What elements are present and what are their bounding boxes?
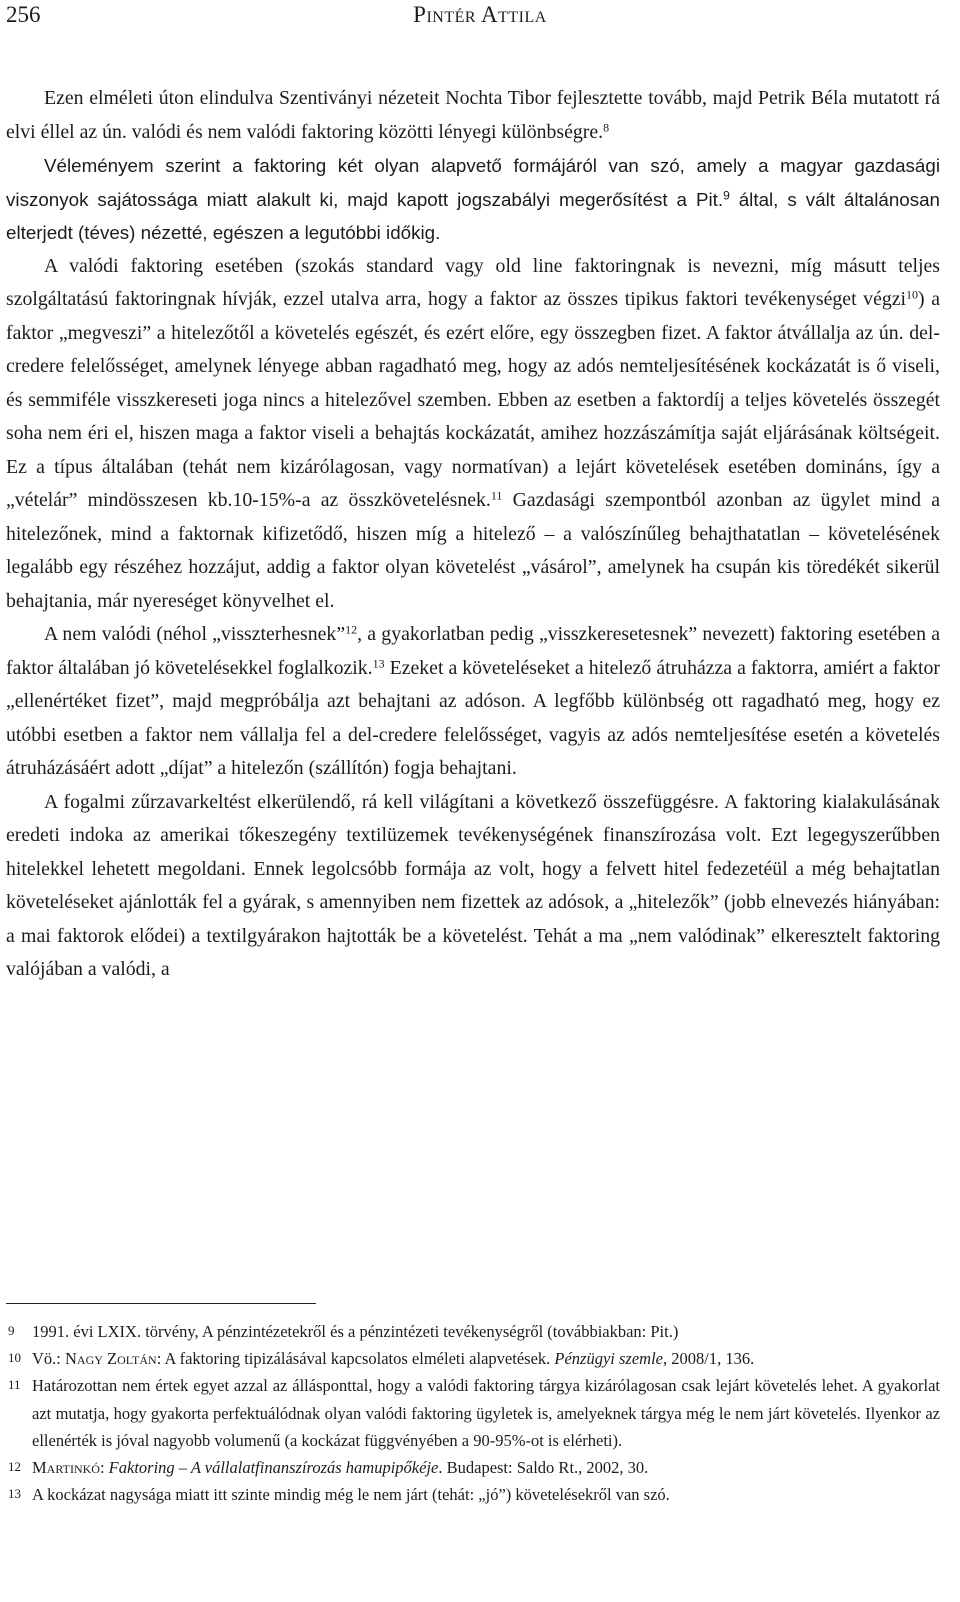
page-number: 256 (6, 2, 41, 27)
footnote-text (32, 1376, 940, 1449)
text-run: A fogalmi zűrzavarkeltést elkerülendő, rá kell világítani a következő összefüggésre. A faktoring kialakulásának eredeti indoka az amerikai tőkeszegény textilüzemek tevékenységének finanszírozása volt. Ezt legegyszerűbben hitelekkel lehetett megoldani. Ennek legolcsóbb formája az volt, hogy a felvett hitel fedezetéül a még behajtatlan követeléseket ajánlották fel a gyárak, s amennyiben nem fizettek az adósok, a „hitelezők” (jobb elnevezés hiányában: a mai faktorok elődei) a textilgyárakon hajtották be a követelést. Tehát a ma „nem valódinak” elkeresztelt faktoring valójában a valódi, a (6, 790, 940, 980)
italic-text: Faktoring – A vállalatfinanszírozás hamupipőkéje (108, 1458, 439, 1478)
text-run: Határozottan nem értek egyet azzal az állásponttal, hogy a valódi faktoring tárgya kizárólagosan csak lejárt követelés lehet. A gyakorlat azt mutatja, hogy gyakorta perfektuálódnak olyan valódi faktoring ügyletek is, amelyeknek tárgya még le nem járt követelés. Ilyenkor az ellenérték is jóval nagyobb volumenű (a kockázat függvényében a 90-95%-ot is elérheti). (32, 1376, 940, 1450)
footnotes (6, 1318, 940, 1508)
footnote-ref: 10 (906, 287, 919, 302)
text-run: : (99, 1458, 109, 1478)
text-run: Ezen elméleti úton elindulva Szentiványi nézeteit Nochta Tibor fejlesztette tovább, majd Petrik Béla mutatott rá elvi éllel az ún. valódi és nem valódi faktoring közötti lényegi különbségre. (6, 87, 940, 143)
footnote-number: 10 (8, 1350, 21, 1366)
footnote-ref: 9 (723, 187, 730, 202)
footnote-ref: 12 (345, 622, 358, 637)
footnote-number: 12 (8, 1459, 21, 1475)
footnote-separator (6, 1303, 316, 1304)
author-name: Martinkó (32, 1458, 100, 1478)
text-run: 2008/1, 136. (667, 1349, 755, 1369)
footnote (6, 1318, 940, 1345)
footnote (6, 1345, 940, 1372)
footnote-ref: 8 (603, 119, 610, 134)
footnote-text (32, 1322, 678, 1341)
footnote-text (32, 1349, 754, 1368)
footnote-number: 11 (8, 1377, 21, 1393)
text-run: : A faktoring tipizálásával kapcsolatos elméleti alapvetések. (156, 1349, 555, 1369)
text-run: 1991. évi LXIX. törvény, A pénzintézetekről és a pénzintézeti tevékenységről (továbbiakban: Pit.) (32, 1322, 679, 1341)
footnote-text (32, 1485, 670, 1504)
body-text (6, 82, 940, 987)
author-name: Nagy Zoltán (65, 1349, 157, 1369)
text-run: A kockázat nagysága miatt itt szinte mindig még le nem járt (tehát: „jó”) követelésekről van szó. (32, 1485, 670, 1505)
text-run: A valódi faktoring esetében (szokás standard vagy old line faktoringnak is nevezni, míg másutt teljes szolgáltatású faktoringnak hívják, ezzel utalva arra, hogy a faktor az összes tipikus faktori tevékenységet végzi (6, 254, 940, 310)
footnote (6, 1454, 940, 1481)
footnote (6, 1481, 940, 1508)
text-run: ) a faktor „megveszi” a hitelezőtől a követelés egészét, és ezért előre, egy összegben fizet. A faktor átvállalja az ún. delcredere felelősséget, amelynek lényege abban ragadható meg, hogy az adós nemteljesítésének kockázatát is ő viseli, és semmiféle visszkereseti joga nincs a hitelezővel szemben. Ebben az esetben a faktordíj a teljes követelés összegét soha nem éri el, hiszen maga a faktor viseli a behajtás kockázatát, amihez hozzászámítja saját eljárásának költségeit. Ez a típus általában (tehát nem kizárólagosan, vagy normatívan) a lejárt követelések esetében domináns, így a „vételár” mindösszesen kb.10-15%-a az összkövetelésnek. (6, 288, 940, 511)
text-run: Véleményem szerint a faktoring két olyan alapvető formájáról van szó, amely a magyar gazdasági viszonyok sajátossága miatt alakult ki, majd kapott jogszabályi megerősítést a Pit. (6, 155, 940, 210)
paragraph (6, 82, 940, 149)
footnote-number: 9 (8, 1323, 15, 1338)
text-run: által, s vált általánosan elterjedt (téves) nézetté, egészen a legutóbbi időkig. (6, 188, 940, 243)
text-run: Ezeket a követeléseket a hitelező átruházza a faktorra, amiért a faktor „ellenértéket fizet”, majd megpróbálja azt behajtani az adóson. A legfőbb különbség ott ragadható meg, hogy ez utóbbi esetben a faktor nem vállalja fel a del-credere felelősséget, vagyis az adós nemteljesítése esetén a követelés átruházásáért adott „díjat” a hitelezőn (szállítón) fogja behajtani. (6, 656, 940, 779)
page-header (0, 0, 960, 32)
text-run: . Budapest: Saldo Rt., 2002, 30. (438, 1458, 649, 1478)
text-run: A nem valódi (néhol „visszterhesnek” (44, 623, 346, 645)
italic-text: Pénzügyi szemle, (554, 1349, 668, 1369)
paragraph (6, 250, 940, 619)
footnote (6, 1372, 940, 1454)
footnote-text (32, 1458, 648, 1477)
running-head: Pintér Attila (413, 2, 547, 27)
footnote-ref: 13 (372, 655, 385, 670)
text-run: Gazdasági szempontból azonban az ügylet mind a hitelezőnek, mind a faktornak kifizetődő, hiszen míg a hitelező – a valószínűleg behajthatatlan – követelésének legalább egy részéhez hozzájut, addig a faktor olyan követelést „vásárol”, amelynek ha csupán kis töredékét sikerül behajtania, már nyereséget könyvelhet el. (6, 489, 940, 612)
paragraph (6, 618, 940, 786)
text-run: , a gyakorlatban pedig „visszkeresetesnek” nevezett) faktoring esetében a faktor általában jó követelésekkel foglalkozik. (6, 623, 940, 679)
paragraph (6, 149, 940, 250)
footnote-ref: 11 (490, 488, 503, 503)
paragraph (6, 786, 940, 987)
footnote-number: 13 (8, 1486, 21, 1502)
text-run: Vö.: (32, 1349, 65, 1369)
